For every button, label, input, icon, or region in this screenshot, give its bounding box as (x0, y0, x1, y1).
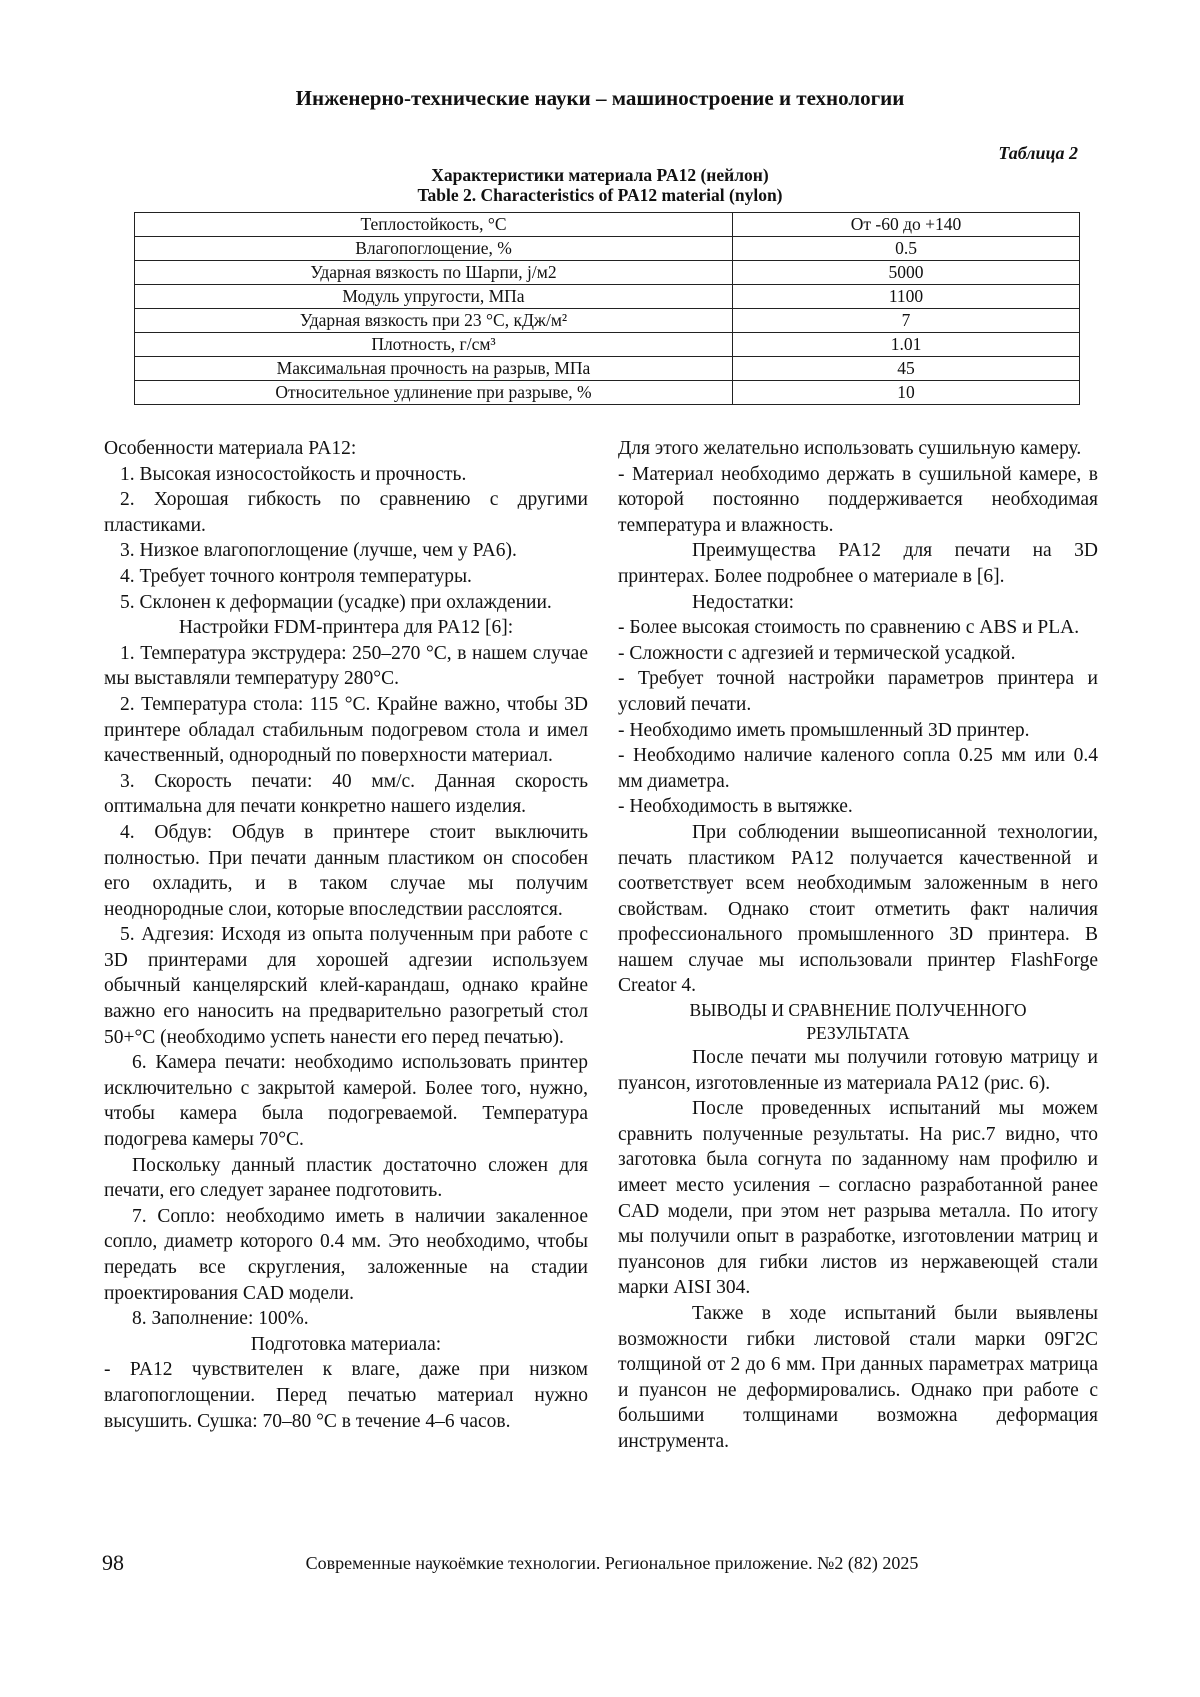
paragraph: Особенности материала PA12: (104, 438, 357, 459)
list-item: 8. Заполнение: 100%. (132, 1308, 309, 1330)
paragraph: После проведенных испытаний мы можем сравнить полученные результаты. На рис.7 видно, что заготовка была согнута по заданному нам профилю и имеет место усиления – согласно разработанной ранее CAD модели, при этом нет разрыва металла. По итогу мы получили опыт в разработке, изготовлении матриц и пуансонов для гибки листов из нержавеющей стали марки AISI 304. (618, 1098, 1098, 1299)
list-item: 2. Хорошая гибкость по сравнению с другими пластиками. (104, 489, 588, 536)
paragraph: После печати мы получили готовую матрицу и пуансон, изготовленные из материала PA12 (рис. 6). (618, 1047, 1098, 1094)
table-cell-value: 10 (733, 381, 1080, 405)
table-title-en: Table 2. Characteristics of PA12 material (nylon) (417, 185, 783, 205)
table-cell-property: Максимальная прочность на разрыв, МПа (135, 357, 733, 381)
running-header: Инженерно-технические науки – машиностроение и технологии (295, 86, 905, 110)
table-cell-value: 45 (733, 357, 1080, 381)
table-cell-property: Ударная вязкость по Шарпи, j/м2 (135, 261, 733, 285)
list-item: 3. Низкое влагопоглощение (лучше, чем у PA6). (120, 540, 517, 562)
table-cell-value: 5000 (733, 261, 1080, 285)
properties-table (134, 212, 1080, 405)
table-title-ru: Характеристики материала PA12 (нейлон) (431, 165, 769, 185)
list-item: 2. Температура стола: 115 °С. Крайне важно, чтобы 3D принтере обладал стабильным подогревом стола и имел качественный, однородный по поверхности материал. (104, 693, 588, 767)
list-item: 3. Скорость печати: 40 мм/с. Данная скорость оптимальна для печати конкретно нашего изделия. (104, 770, 588, 818)
table-caption (0, 165, 1200, 205)
paragraph: - PA12 чувствителен к влаге, даже при низком влагопоглощении. Перед печатью материал нужно высушить. Сушка: 70–80 °С в течение 4–6 часов. (104, 1359, 588, 1432)
section-heading (618, 999, 1098, 1045)
table-label: Таблица 2 (998, 143, 1078, 163)
table-cell-value: 0.5 (733, 237, 1080, 261)
table-row (135, 309, 1080, 333)
section-subheading: Недостатки: (692, 591, 795, 613)
table-cell-property: Относительное удлинение при разрыве, % (135, 381, 733, 405)
section-subheading: Подготовка материала: (250, 1333, 442, 1355)
paragraph: Также в ходе испытаний были выявлены возможности гибки листовой стали марки 09Г2С толщиной от 2 до 6 мм. При данных параметрах матрица и пуансон не деформировались. Однако при работе с большими толщинами возможна деформация инструмента. (618, 1303, 1098, 1452)
paragraph: При соблюдении вышеописанной технологии, печать пластиком PA12 получается качественной и соответствует всем необходимым заложенным в него свойствам. Однако стоит отметить факт наличия профессионального промышленного 3D принтера. В нашем случае мы использовали принтер FlashForge Creator 4. (618, 821, 1098, 997)
table-row (135, 213, 1080, 237)
page-number: 98 (102, 1550, 124, 1575)
list-item: 5. Адгезия: Исходя из опыта полученным при работе с 3D принтерами для хорошей адгезии используем обычный канцелярский клей-карандаш, однако крайне важно его наносить на предварительно разогретый стол 50+°С (необходимо успеть нанести его перед печатью). (104, 924, 588, 1048)
list-item: - Необходимость в вытяжке. (618, 796, 853, 818)
left-column (104, 436, 588, 1434)
list-item: 7. Сопло: необходимо иметь в наличии закаленное сопло, диаметр которого 0.4 мм. Это необходимо, чтобы передать все скругления, заложенные на стадии проектирования CAD модели. (104, 1205, 588, 1304)
table-row (135, 237, 1080, 261)
section-subheading: Настройки FDM-принтера для PA12 [6]: (178, 617, 514, 639)
list-item: 1. Температура экструдера: 250–270 °С, в нашем случае мы выставляли температуру 280°С. (104, 642, 588, 690)
table-cell-property: Плотность, г/см³ (135, 333, 733, 357)
table-cell-property: Модуль упругости, МПа (135, 285, 733, 309)
right-column (618, 436, 1098, 1455)
list-item: - Материал необходимо держать в сушильной камере, в которой постоянно поддерживается необходимая температура и влажность. (618, 463, 1098, 536)
table-cell-property: Влагопоглощение, % (135, 237, 733, 261)
table-cell-value: 1.01 (733, 333, 1080, 357)
table-row (135, 381, 1080, 405)
list-item: 1. Высокая износостойкость и прочность. (120, 463, 467, 485)
list-item: 5. Склонен к деформации (усадке) при охлаждении. (120, 591, 552, 613)
paragraph: Для этого желательно использовать сушильную камеру. (618, 438, 1082, 459)
list-item: - Сложности с адгезией и термической усадкой. (618, 642, 1016, 664)
paragraph: Преимущества PA12 для печати на 3D принтерах. Более подробнее о материале в [6]. (618, 540, 1098, 587)
list-item: 6. Камера печати: необходимо использовать принтер исключительно с закрытой камерой. Более того, нужно, чтобы камера была подогреваемой. Температура подогрева камеры 70°С. (104, 1052, 588, 1151)
journal-footer: Современные наукоёмкие технологии. Региональное приложение. №2 (82) 2025 (305, 1553, 919, 1573)
list-item: - Необходимо иметь промышленный 3D принтер. (618, 719, 1030, 741)
section-heading-line1: ВЫВОДЫ И СРАВНЕНИЕ ПОЛУЧЕННОГО (689, 1000, 1027, 1021)
list-item: - Необходимо наличие каленого сопла 0.25 мм или 0.4 мм диаметра. (618, 745, 1098, 792)
table-row (135, 357, 1080, 381)
table-cell-value: От -60 до +140 (733, 213, 1080, 237)
section-heading-line2: РЕЗУЛЬТАТА (806, 1023, 910, 1044)
table-cell-value: 7 (733, 309, 1080, 333)
table-row (135, 261, 1080, 285)
table-cell-property: Теплостойкость, °С (135, 213, 733, 237)
table-cell-property: Ударная вязкость при 23 °С, кДж/м² (135, 309, 733, 333)
table-row (135, 333, 1080, 357)
list-item: - Требует точной настройки параметров принтера и условий печати. (618, 668, 1098, 715)
paragraph: Поскольку данный пластик достаточно сложен для печати, его следует заранее подготовить. (104, 1154, 588, 1202)
table-row (135, 285, 1080, 309)
list-item: - Более высокая стоимость по сравнению с ABS и PLA. (618, 617, 1080, 639)
table-cell-value: 1100 (733, 285, 1080, 309)
list-item: 4. Требует точного контроля температуры. (120, 565, 472, 587)
list-item: 4. Обдув: Обдув в принтере стоит выключить полностью. При печати данным пластиком он способен его охладить, и в таком случае мы получим неоднородные слои, которые впоследствии расслоятся. (104, 821, 588, 920)
